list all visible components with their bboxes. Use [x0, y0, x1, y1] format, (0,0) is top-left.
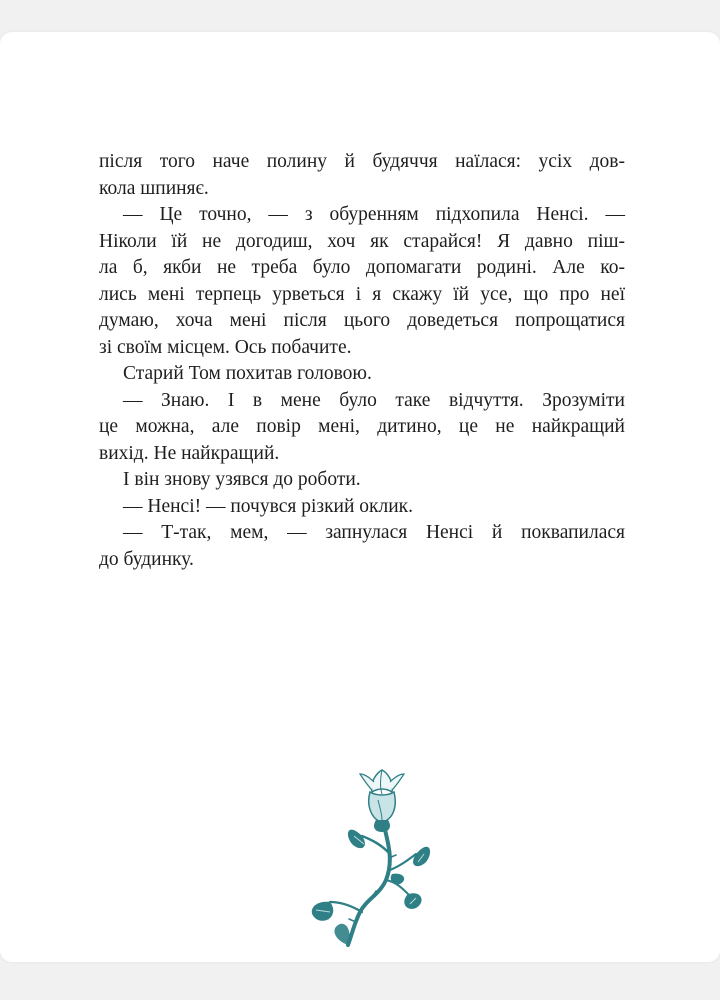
text-line: вихід. Не найкращий.: [99, 442, 280, 464]
text-line: — Знаю. І в мене було таке відчуття. Зрозуміти: [123, 389, 625, 411]
text-line: — Це точно, — з обуренням підхопила Ненсі. —: [123, 204, 625, 225]
text-line: після того наче полину й будяччя наїлася: усіх дов-: [99, 151, 625, 172]
text-line: — Т-так, мем, — запнулася Ненсі й поквапилася: [123, 522, 625, 543]
text-line: І він знову узявся до роботи.: [123, 469, 361, 490]
text-line: до будинку.: [99, 548, 194, 570]
text-line: Ніколи їй не догодиш, хоч як старайся! Я давно піш-: [99, 230, 625, 252]
text-line: думаю, хоча мені після цього доведеться попрощатися: [99, 310, 625, 331]
book-page: [0, 32, 720, 962]
text-line: це можна, але повір мені, дитино, це не найкращий: [99, 416, 625, 437]
text-line: Старий Том похитав головою.: [123, 363, 372, 384]
text-line: зі своїм місцем. Ось побачите.: [99, 336, 352, 358]
text-line: ла б, якби не треба було допомагати родині. Але ко-: [99, 257, 625, 278]
text-line: кола шпиняє.: [99, 177, 209, 199]
body-text: [99, 149, 625, 573]
rose-flower-icon: [290, 752, 440, 947]
text-line: лись мені терпець урветься і я скажу їй усе, що про неї: [99, 283, 625, 305]
text-line: — Ненсі! — почувся різкий оклик.: [123, 495, 414, 517]
